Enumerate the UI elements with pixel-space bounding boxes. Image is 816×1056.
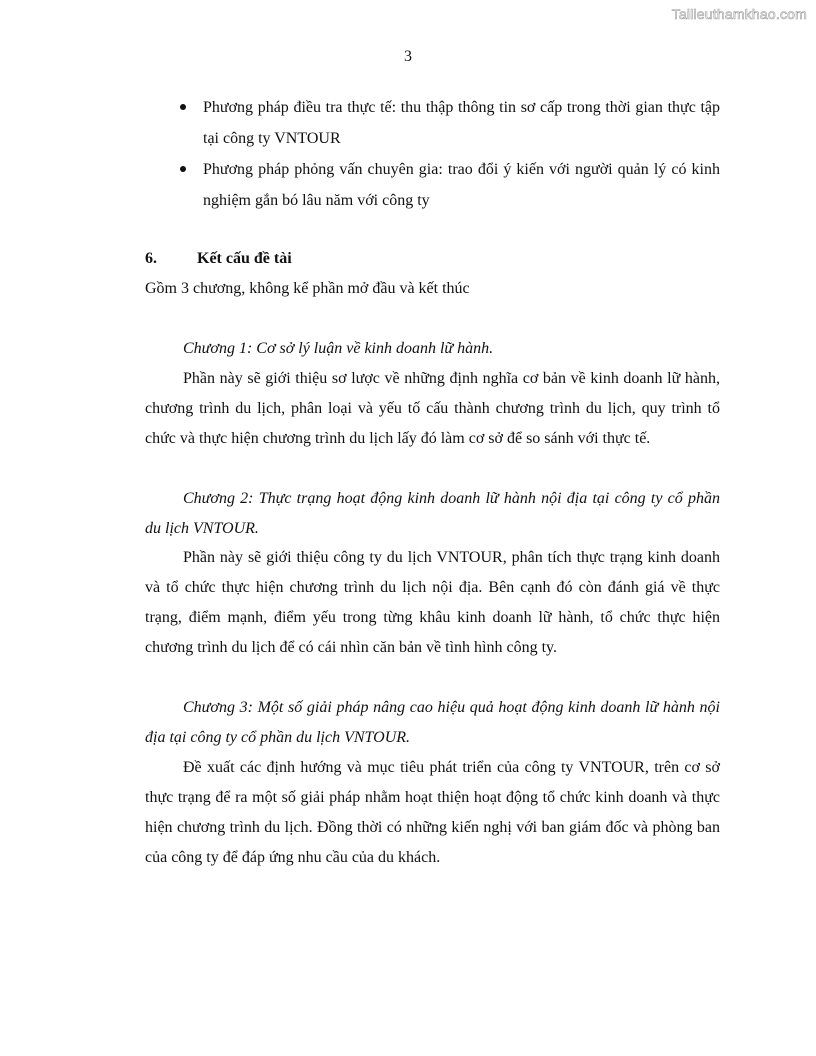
- watermark-text: Tailieuthamkhao.com: [671, 6, 807, 22]
- chapter-3-body: Đề xuất các định hướng và mục tiêu phát triển của công ty VNTOUR, trên cơ sở thực trạng để ra một số giải pháp nhằm hoạt thiện hoạt động tổ chức kinh doanh và thực hiện chương trình du lịch. Đồng thời có những kiến nghị với ban giám đốc và phòng ban của công ty để đáp ứng nhu cầu của du khách.: [145, 759, 720, 866]
- section-heading: [145, 244, 720, 274]
- page-number: 3: [404, 48, 412, 65]
- chapter-1-body: Phần này sẽ giới thiệu sơ lược về những định nghĩa cơ bản về kinh doanh lữ hành, chương trình du lịch, phân loại và yếu tố cấu thành chương trình du lịch, quy trình tổ chức và thực hiện chương trình du lịch lấy đó làm cơ sở để so sánh với thực tế.: [145, 370, 720, 447]
- bullet-item-field-survey: [145, 92, 720, 154]
- bullet-dot-icon: [180, 104, 186, 110]
- section-title: Kết cấu đề tài: [197, 250, 292, 267]
- chapter-2-body: Phần này sẽ giới thiệu công ty du lịch VNTOUR, phân tích thực trạng kinh doanh và tổ chức thực hiện chương trình du lịch nội địa. Bên cạnh đó còn đánh giá về thực trạng, điểm mạnh, điểm yếu trong từng khâu kinh doanh lữ hành, tổ chức thực hiện chương trình du lịch để có cái nhìn căn bản về tình hình công ty.: [145, 549, 720, 656]
- bullet-text: Phương pháp điều tra thực tế: thu thập thông tin sơ cấp trong thời gian thực tập tại công ty VNTOUR: [203, 99, 720, 147]
- chapter-1-title: Chương 1: Cơ sở lý luận về kinh doanh lữ hành.: [183, 340, 494, 357]
- bullet-dot-icon: [180, 166, 186, 172]
- bullet-item-expert-interview: [145, 154, 720, 216]
- section-number: 6.: [145, 250, 157, 267]
- chapter-3-title: Chương 3: Một số giải pháp nâng cao hiệu quả hoạt động kinh doanh lữ hành nội địa tại công ty cổ phần du lịch VNTOUR.: [145, 699, 720, 746]
- chapter-2-title: Chương 2: Thực trạng hoạt động kinh doanh lữ hành nội địa tại công ty cổ phần du lịch VNTOUR.: [145, 490, 720, 537]
- method-bullet-list: [145, 92, 720, 216]
- section-intro: Gồm 3 chương, không kể phần mở đầu và kết thúc: [145, 280, 470, 297]
- bullet-text: Phương pháp phỏng vấn chuyên gia: trao đổi ý kiến với người quản lý có kinh nghiệm gắn bó lâu năm với công ty: [203, 161, 720, 209]
